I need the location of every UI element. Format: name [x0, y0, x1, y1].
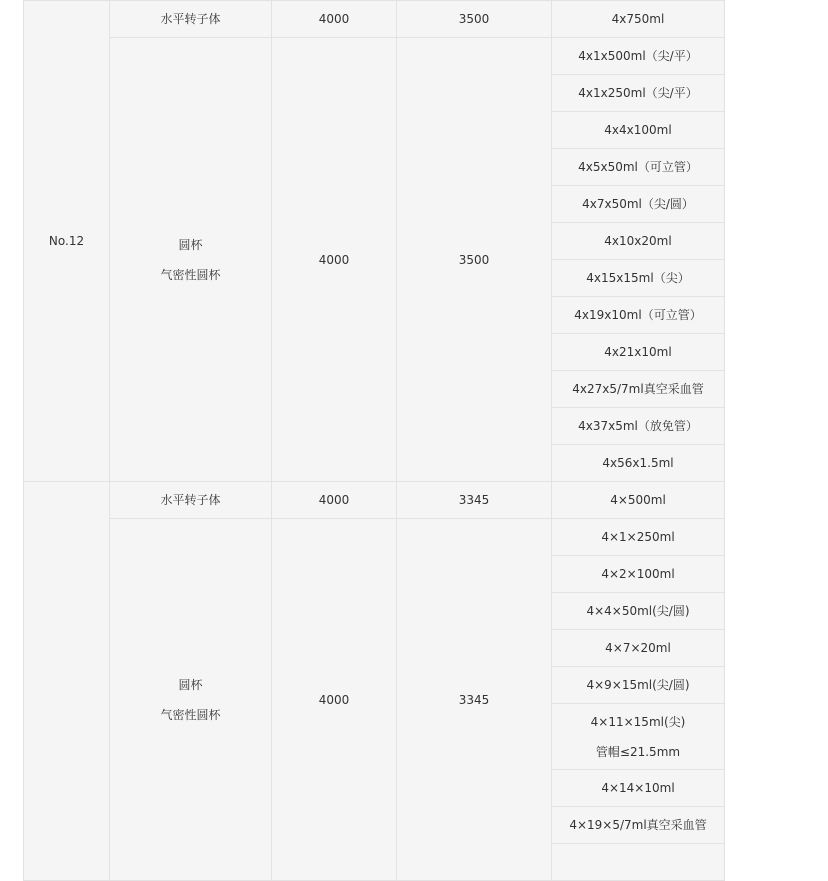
- capacity-cell: 4x1x500ml（尖/平）: [552, 38, 725, 75]
- capacity-cell: 4x5x50ml（可立管）: [552, 149, 725, 186]
- max-rcf-cell: 3345: [397, 519, 552, 881]
- rotor-name-cell: [110, 38, 272, 482]
- rotor-name-line: 圆杯: [178, 677, 203, 692]
- capacity-cell: 4x1x250ml（尖/平）: [552, 75, 725, 112]
- capacity-cell: 4x27x5/7ml真空采血管: [552, 371, 725, 408]
- max-speed-cell: 4000: [272, 482, 397, 519]
- capacity-cell: 4×19×5/7ml真空采血管: [552, 807, 725, 844]
- spec-table: [23, 0, 725, 881]
- capacity-line: 4×11×15ml(尖): [590, 714, 686, 729]
- rotor-name-cell: 水平转子体: [110, 482, 272, 519]
- capacity-note: 管帽≤21.5mm: [595, 744, 681, 759]
- capacity-cell: 4×1×250ml: [552, 519, 725, 556]
- table-row: [24, 482, 725, 519]
- capacity-cell: 4x37x5ml（放免管）: [552, 408, 725, 445]
- capacity-cell: 4×500ml: [552, 482, 725, 519]
- table-row: [24, 519, 725, 556]
- capacity-cell: 4x10x20ml: [552, 223, 725, 260]
- rotor-name-line: 气密性圆杯: [160, 707, 221, 722]
- capacity-cell: 4×7×20ml: [552, 630, 725, 667]
- capacity-cell: 4x7x50ml（尖/圆）: [552, 186, 725, 223]
- max-speed-cell: 4000: [272, 1, 397, 38]
- max-rcf-cell: 3500: [397, 38, 552, 482]
- capacity-cell: [552, 844, 725, 881]
- capacity-cell: 4x15x15ml（尖）: [552, 260, 725, 297]
- table-row: [24, 38, 725, 75]
- model-cell: [24, 482, 110, 881]
- max-rcf-cell: 3345: [397, 482, 552, 519]
- capacity-cell: 4×14×10ml: [552, 770, 725, 807]
- capacity-cell: [552, 704, 725, 770]
- capacity-cell: 4×2×100ml: [552, 556, 725, 593]
- rotor-name-line: 圆杯: [178, 237, 203, 252]
- capacity-cell: 4×4×50ml(尖/圆): [552, 593, 725, 630]
- model-cell: No.12: [24, 1, 110, 482]
- capacity-cell: 4x4x100ml: [552, 112, 725, 149]
- capacity-cell: 4x21x10ml: [552, 334, 725, 371]
- rotor-name-cell: 水平转子体: [110, 1, 272, 38]
- max-speed-cell: 4000: [272, 519, 397, 881]
- table-row: [24, 1, 725, 38]
- max-speed-cell: 4000: [272, 38, 397, 482]
- capacity-cell: 4x56x1.5ml: [552, 445, 725, 482]
- capacity-cell: 4x19x10ml（可立管）: [552, 297, 725, 334]
- max-rcf-cell: 3500: [397, 1, 552, 38]
- capacity-cell: 4x750ml: [552, 1, 725, 38]
- capacity-cell: 4×9×15ml(尖/圆): [552, 667, 725, 704]
- rotor-name-cell: [110, 519, 272, 881]
- rotor-name-line: 气密性圆杯: [160, 267, 221, 282]
